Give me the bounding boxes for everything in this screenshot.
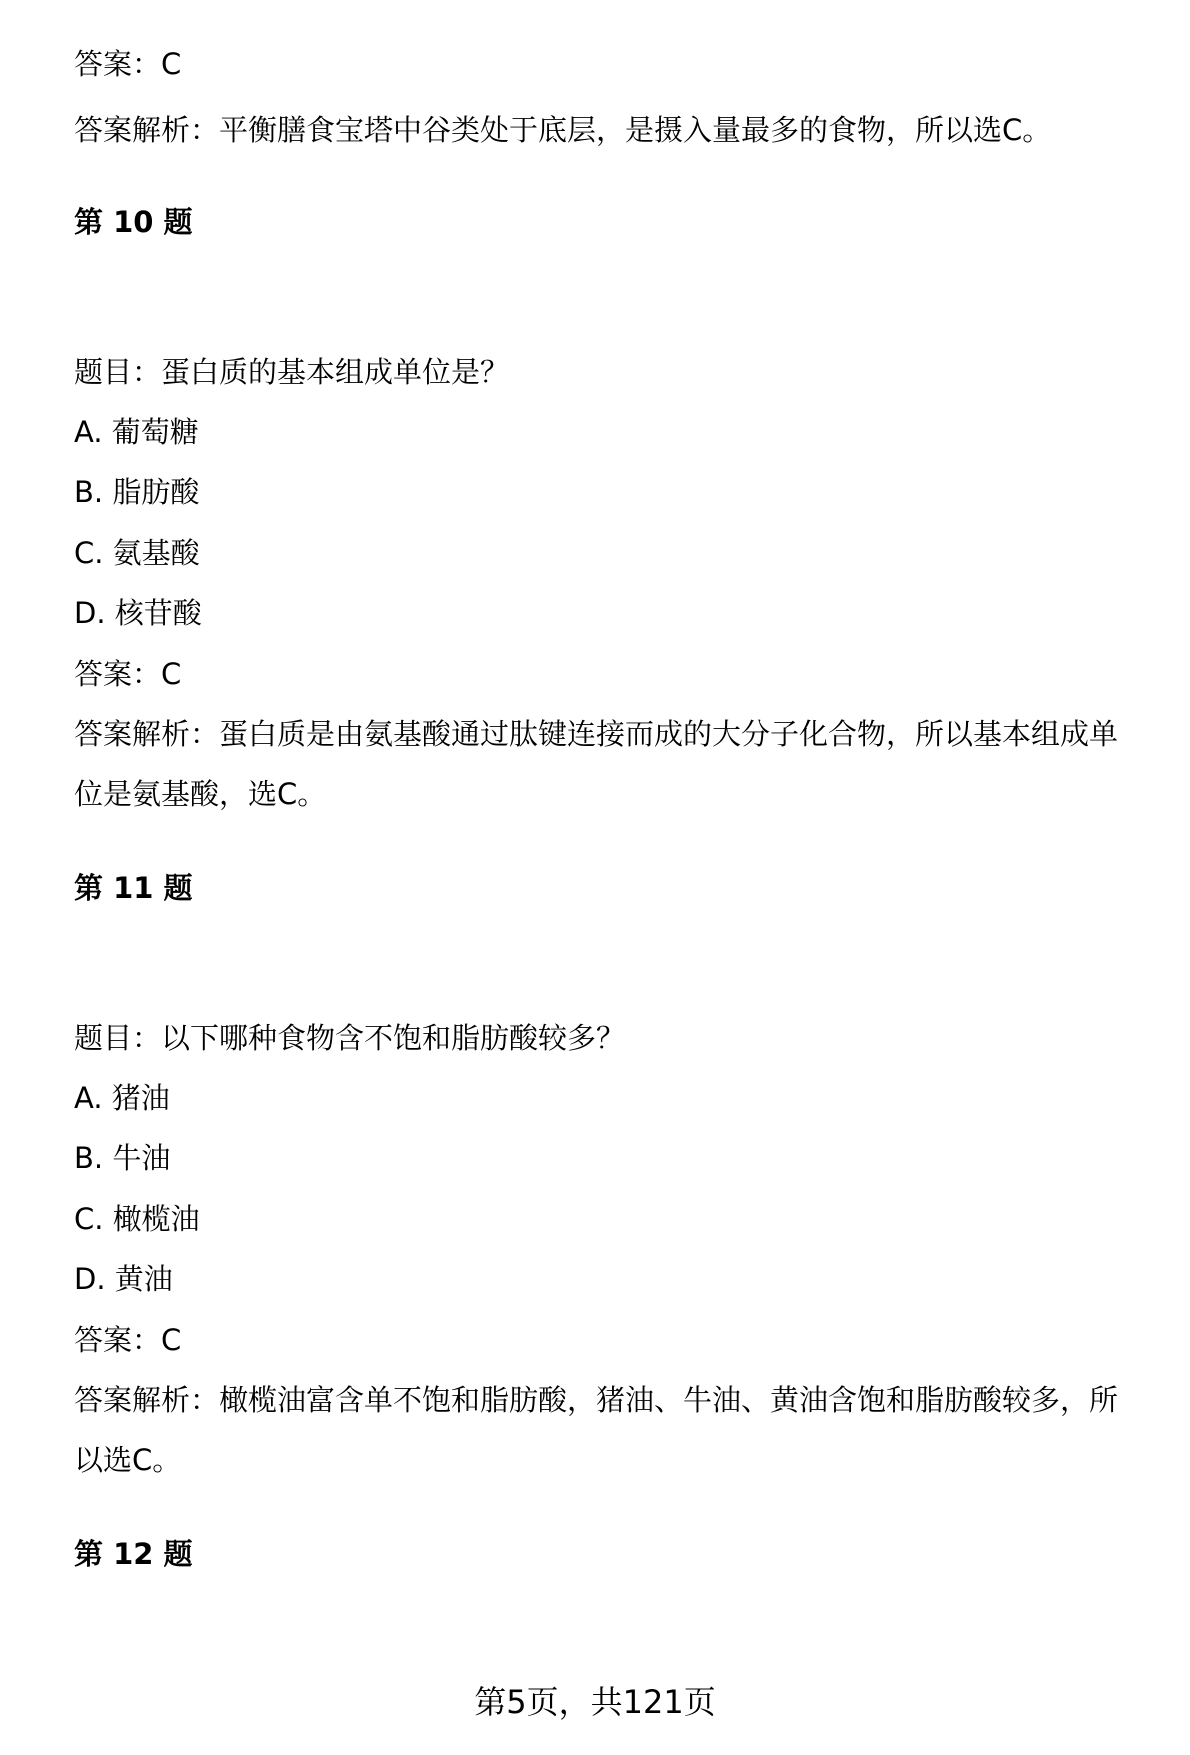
q11-question: 题目：以下哪种食物含不饱和脂肪酸较多？ xyxy=(74,1021,626,1055)
q11-answer: 答案：C xyxy=(74,1323,182,1357)
q11-explanation-line1: 答案解析：橄榄油富含单不饱和脂肪酸，猪油、牛油、黄油含饱和脂肪酸较多，所 xyxy=(74,1383,1119,1417)
q10-question: 题目：蛋白质的基本组成单位是？ xyxy=(74,355,510,389)
q12-heading: 第 12 题 xyxy=(74,1537,193,1571)
q11-option-a: A. 猪油 xyxy=(74,1081,170,1115)
q9-explanation: 答案解析：平衡膳食宝塔中谷类处于底层，是摄入量最多的食物，所以选C。 xyxy=(74,113,1052,147)
q10-heading: 第 10 题 xyxy=(74,205,193,239)
q10-option-d: D. 核苷酸 xyxy=(74,596,202,630)
q10-answer: 答案：C xyxy=(74,657,182,691)
q11-option-b: B. 牛油 xyxy=(74,1141,171,1175)
q11-option-c: C. 橄榄油 xyxy=(74,1202,200,1236)
q11-explanation-line2: 以选C。 xyxy=(74,1443,182,1477)
q10-option-a: A. 葡萄糖 xyxy=(74,415,199,449)
q10-explanation-line2: 位是氨基酸，选C。 xyxy=(74,777,327,811)
q10-option-c: C. 氨基酸 xyxy=(74,536,200,570)
page-number: 第5页，共121页 xyxy=(474,1683,716,1721)
q10-option-b: B. 脂肪酸 xyxy=(74,475,200,509)
q9-answer: 答案：C xyxy=(74,47,182,81)
q10-explanation-line1: 答案解析：蛋白质是由氨基酸通过肽键连接而成的大分子化合物，所以基本组成单 xyxy=(74,717,1119,751)
q11-option-d: D. 黄油 xyxy=(74,1262,173,1296)
q11-heading: 第 11 题 xyxy=(74,871,193,905)
